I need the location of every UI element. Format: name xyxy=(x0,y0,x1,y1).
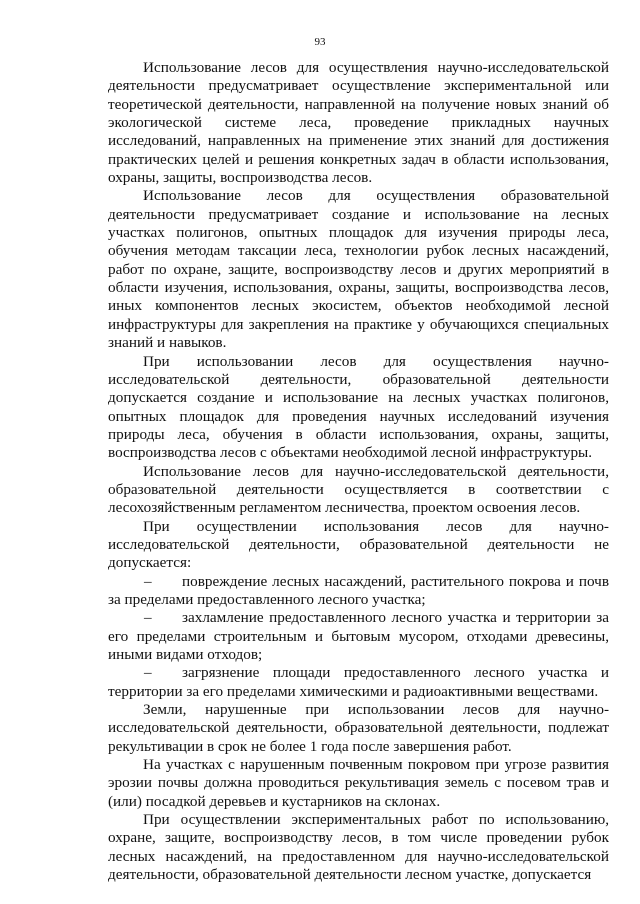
list-item xyxy=(108,609,609,664)
paragraph-experimental-works: При осуществлении экспериментальных работ по использованию, охране, защите, воспроизводству лесов, в том числе проведении рубок лесных насаждений, на предоставленном для научно-исследовательской деятельности, образовательной деятельности лесном участке, допускается xyxy=(108,811,609,884)
list-item xyxy=(108,573,609,610)
paragraph-research-use: Использование лесов для осуществления научно-исследовательской деятельности предусматривает осуществление экспериментальной или теоретической деятельности, направленной на получение новых знаний об экологической системе леса, проведение прикладных научных исследований, направленных на применение этих знаний для достижения практических целей и решения конкретных задач в области использования, охраны, защиты, воспроизводства лесов. xyxy=(108,59,609,187)
paragraph-regulations: Использование лесов для научно-исследовательской деятельности, образовательной деятельности осуществляется в соответствии с лесохозяйственным регламентом лесничества, проектом освоения лесов. xyxy=(108,462,609,517)
page-body xyxy=(108,59,609,884)
page-number: 93 xyxy=(314,36,326,48)
list-item-text: захламление предоставленного лесного участка и территории за его пределами строительным и бытовым мусором, отходами древесины, иными видами отходов; xyxy=(108,609,609,663)
list-item-text: загрязнение площади предоставленного лесного участка и территории за его пределами химическими и радиоактивными веществами. xyxy=(108,664,609,700)
list-dash: – xyxy=(144,572,152,590)
list-item xyxy=(108,664,609,701)
paragraph-permitted-facilities: При использовании лесов для осуществления научно-исследовательской деятельности, образовательной деятельности допускается создание и использование на лесных участках полигонов, опытных площадок для проведения научных исследований изучения природы леса, обучения в области использования, охраны, защиты, воспроизводства лесов с объектами необходимой лесной инфраструктуры. xyxy=(108,352,609,462)
list-dash: – xyxy=(144,609,152,627)
paragraph-erosion: На участках с нарушенным почвенным покровом при угрозе развития эрозии почвы должна проводиться рекультивация земель с посевом трав и (или) посадкой деревьев и кустарников на склонах. xyxy=(108,756,609,810)
list-item-text: повреждение лесных насаждений, растительного покрова и почв за пределами предоставленного лесного участка; xyxy=(108,572,609,608)
paragraph-recultivation: Земли, нарушенные при использовании лесов для научно-исследовательской деятельности, образовательной деятельности, подлежат рекультивации в срок не более 1 года после завершения работ. xyxy=(108,701,609,755)
paragraph-educational-use: Использование лесов для осуществления образовательной деятельности предусматривает создание и использование на лесных участках полигонов, опытных площадок для изучения природы леса, обучения методам таксации леса, технологии рубок лесных насаждений, работ по охране, защите, воспроизводству лесов и других мероприятий в области изучения, использования, охраны, защиты, воспроизводства лесов, иных компонентов лесных экосистем, объектов необходимой лесной инфраструктуры для закрепления на практике у обучающихся специальных знаний и навыков. xyxy=(108,187,609,352)
paragraph-prohibitions-intro: При осуществлении использования лесов для научно-исследовательской деятельности, образовательной деятельности не допускается: xyxy=(108,517,609,572)
list-dash: – xyxy=(144,664,152,682)
